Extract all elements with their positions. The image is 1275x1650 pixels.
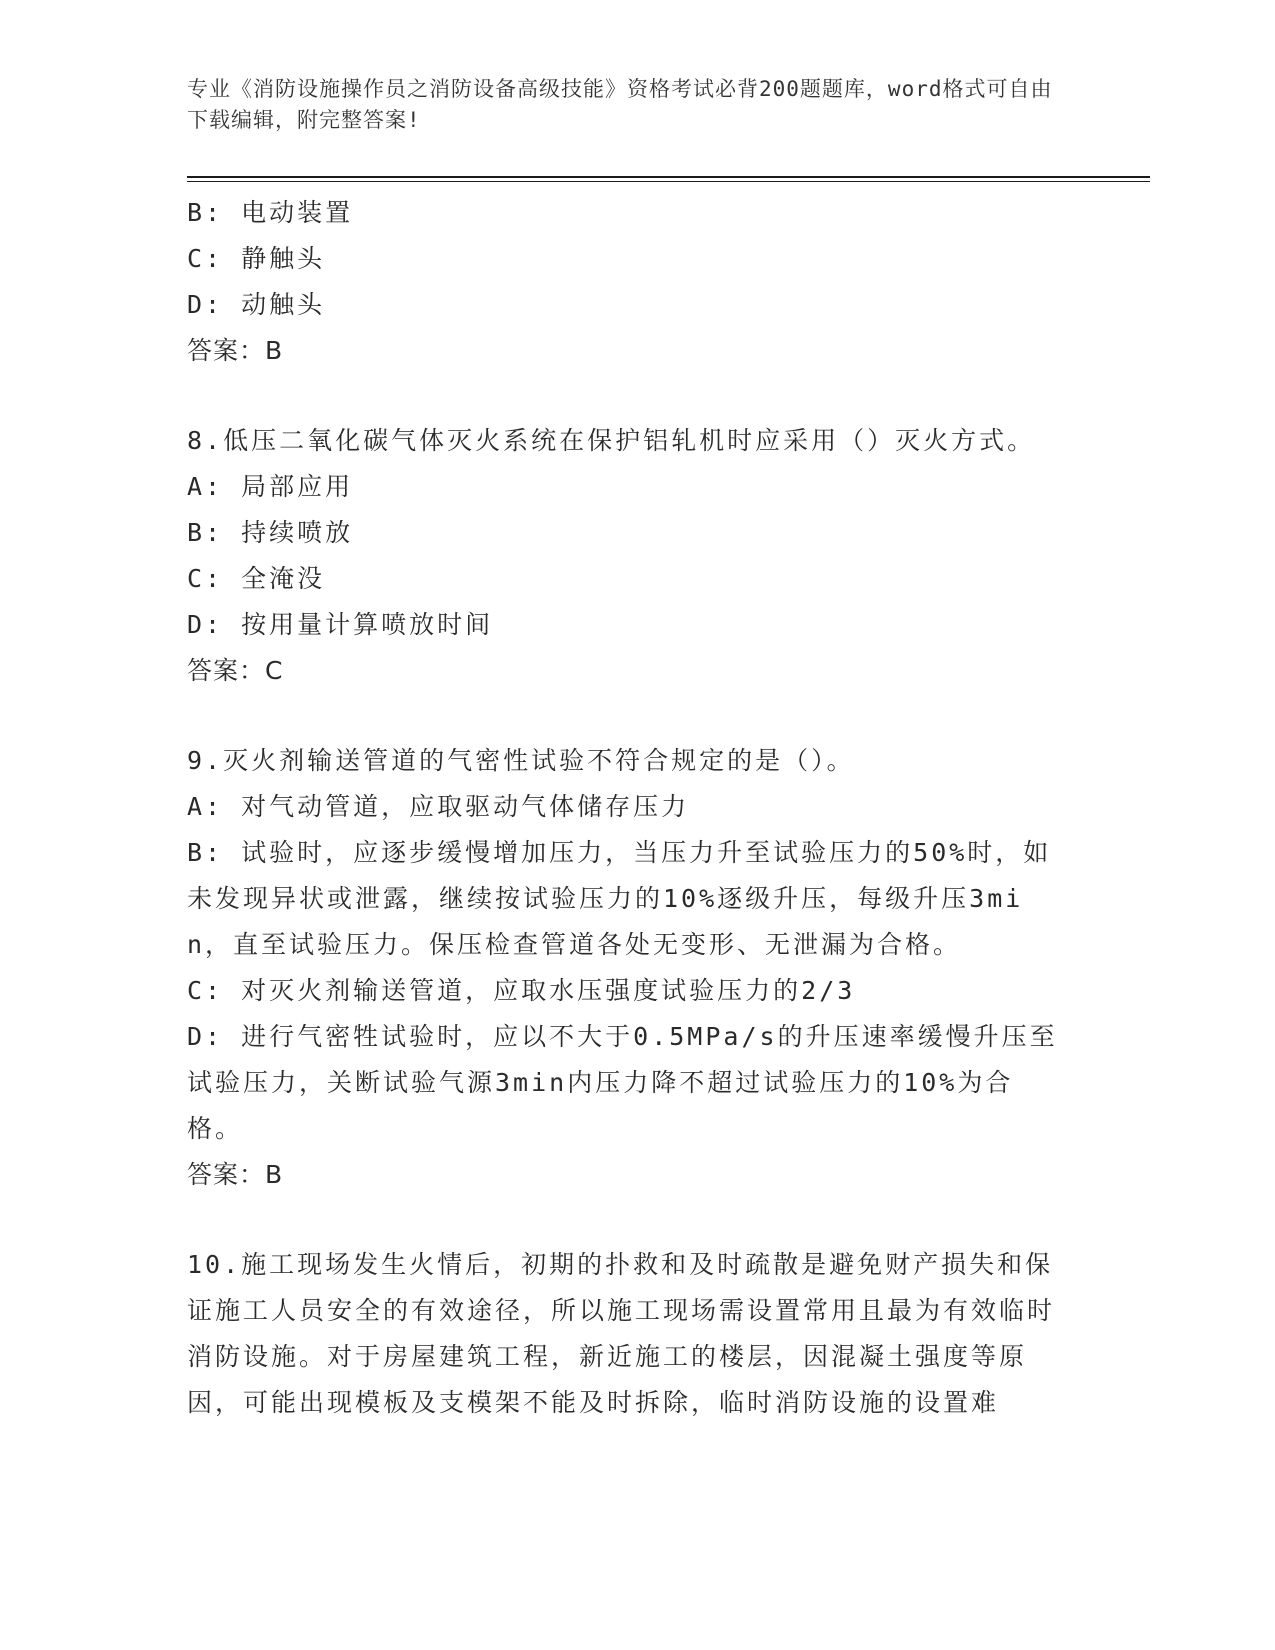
question-text: 10.施工现场发生火情后，初期的扑救和及时疏散是避免财产损失和保证施工人员安全的有效途径，所以施工现场需设置常用且最为有效临时消防设施。对于房屋建筑工程，新近施工的楼层，因混凝土强度等原因，可能出现模板及支模架不能及时拆除，临时消防设施的设置难: [187, 1250, 1056, 1417]
question-text: 9.灭火剂输送管道的气密性试验不符合规定的是（）。: [187, 746, 855, 775]
option-c: C: 全淹没: [187, 564, 326, 593]
option-a: A: 对气动管道，应取驱动气体储存压力: [187, 792, 690, 821]
option-b: B: 电动装置: [187, 198, 354, 227]
document-body: [187, 190, 1067, 1426]
answer-label: 答案：B: [187, 336, 284, 365]
option-a: A: 局部应用: [187, 472, 354, 501]
header-rule-thin: [187, 181, 1150, 182]
option-d: D: 进行气密牲试验时，应以不大于0.5MPa/s的升压速率缓慢升压至试验压力，关断试验气源3min内压力降不超过试验压力的10%为合格。: [187, 1022, 1058, 1143]
option-d: D: 按用量计算喷放时间: [187, 610, 494, 639]
answer-label: 答案：B: [187, 1160, 284, 1189]
spacer: [187, 690, 1067, 738]
option-c: C: 静触头: [187, 244, 326, 273]
document-header: 专业《消防设施操作员之消防设备高级技能》资格考试必背200题题库，word格式可自由下载编辑，附完整答案!: [187, 77, 1053, 132]
spacer: [187, 370, 1067, 418]
header-rule-thick: [187, 176, 1150, 178]
question-8: [187, 418, 1067, 690]
question-9: [187, 738, 1067, 1194]
option-d: D: 动触头: [187, 290, 326, 319]
option-b: B: 持续喷放: [187, 518, 354, 547]
question-7-tail: [187, 190, 1067, 370]
option-b: B: 试验时，应逐步缓慢增加压力，当压力升至试验压力的50%时，如未发现异状或泄露，继续按试验压力的10%逐级升压，每级升压3min，直至试验压力。保压检查管道各处无变形、无泄漏为合格。: [187, 838, 1052, 959]
option-c: C: 对灭火剂输送管道，应取水压强度试验压力的2/3: [187, 976, 856, 1005]
question-10: [187, 1242, 1067, 1426]
question-text: 8.低压二氧化碳气体灭火系统在保护铝轧机时应采用（）灭火方式。: [187, 426, 1036, 455]
answer-label: 答案：C: [187, 656, 284, 685]
spacer: [187, 1194, 1067, 1242]
